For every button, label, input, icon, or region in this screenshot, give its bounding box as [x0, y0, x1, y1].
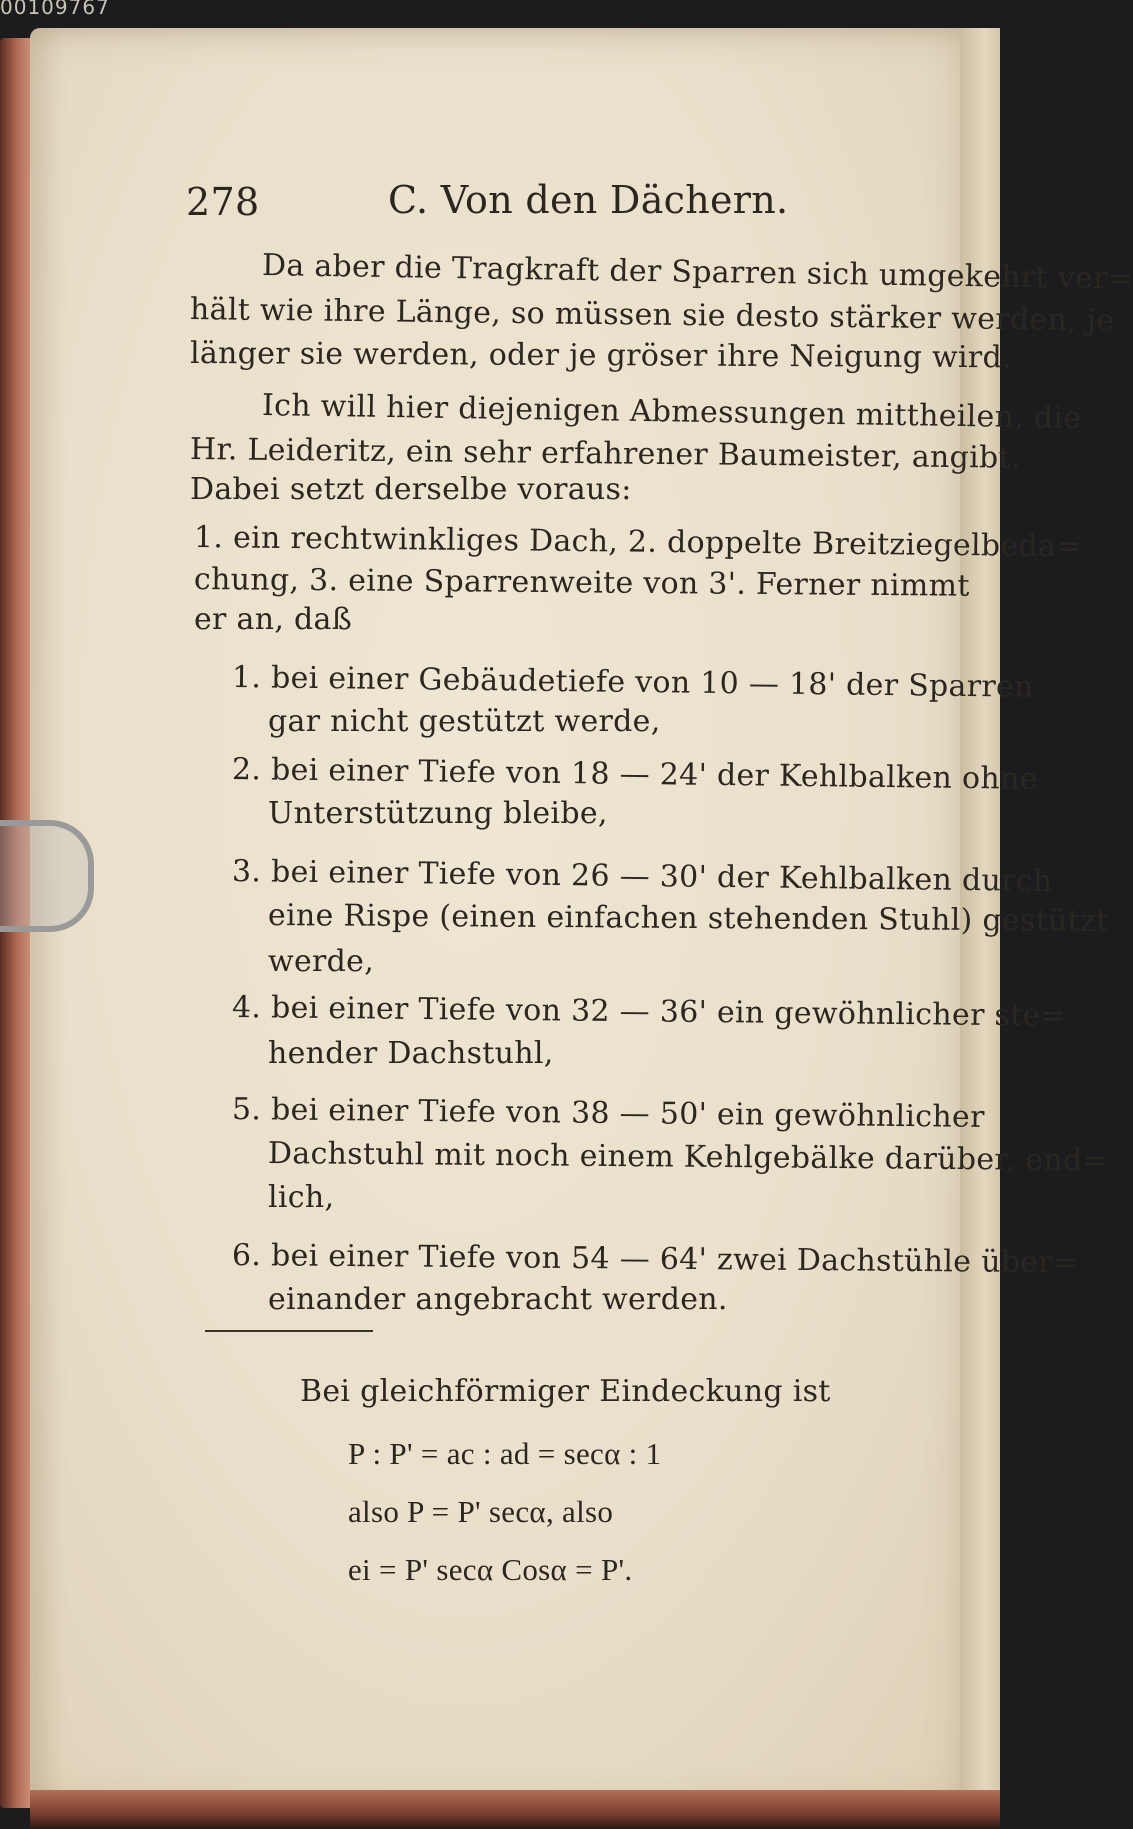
list-item-line: 4. bei einer Tiefe von 32 — 36' ein gewöhnlicher ste= [231, 990, 1067, 1034]
page-number: 278 [186, 180, 260, 224]
scan-id-strip: 00109767 [0, 0, 110, 19]
page-title: C. Von den Dächern. [388, 178, 789, 222]
list-item-line: 2. bei einer Tiefe von 18 — 24' der Kehlbalken ohne [231, 752, 1038, 797]
list-item-line: 5. bei einer Tiefe von 38 — 50' ein gewöhnlicher [231, 1092, 985, 1135]
paragraph-line: er an, daß [194, 602, 353, 637]
paragraph-line: länger sie werden, oder je gröser ihre Neigung wird. [189, 336, 1012, 376]
footnote-intro: Bei gleichförmiger Eindeckung ist [300, 1374, 831, 1409]
list-item-line: werde, [268, 944, 375, 979]
footnote-formula: ei = P' secα Cosα = P'. [348, 1552, 633, 1587]
list-item-line: eine Rispe (einen einfachen stehenden Stuhl) gestützt [267, 898, 1109, 939]
list-item-line: Dachstuhl mit noch einem Kehlgebälke darüber, end= [267, 1136, 1109, 1179]
list-item-line: Unterstützung bleibe, [268, 796, 608, 831]
footnote-formula: also P = P' secα, also [348, 1494, 614, 1529]
footnote-formula: P : P' = ac : ad = secα : 1 [348, 1436, 662, 1471]
list-item-line: lich, [268, 1180, 335, 1215]
paragraph-line: hält wie ihre Länge, so müssen sie desto stärker werden, je [189, 292, 1115, 339]
paragraph-line: 1. ein rechtwinkliges Dach, 2. doppelte Breitziegelbeda= [193, 520, 1082, 565]
list-item-line: gar nicht gestützt werde, [268, 704, 661, 739]
paragraph-line: chung, 3. eine Sparrenweite von 3'. Ferner nimmt [193, 562, 970, 604]
paragraph-line: Ich will hier diejenigen Abmessungen mittheilen, die [261, 388, 1082, 436]
list-item-line: einander angebracht werden. [268, 1282, 728, 1317]
paragraph-line: Hr. Leideritz, ein sehr erfahrener Baumeister, angibt. [189, 432, 1021, 476]
list-item-line: 1. bei einer Gebäudetiefe von 10 — 18' der Sparren [231, 660, 1034, 705]
list-item-line: hender Dachstuhl, [268, 1036, 554, 1071]
footnote-rule [205, 1330, 373, 1332]
list-item-line: 3. bei einer Tiefe von 26 — 30' der Kehlbalken durch [231, 854, 1053, 900]
paragraph-line: Da aber die Tragkraft der Sparren sich umgekehrt ver= [261, 248, 1133, 297]
paragraph-line: Dabei setzt derselbe voraus: [190, 472, 632, 507]
list-item-line: 6. bei einer Tiefe von 54 — 64' zwei Dachstühle über= [231, 1238, 1079, 1281]
